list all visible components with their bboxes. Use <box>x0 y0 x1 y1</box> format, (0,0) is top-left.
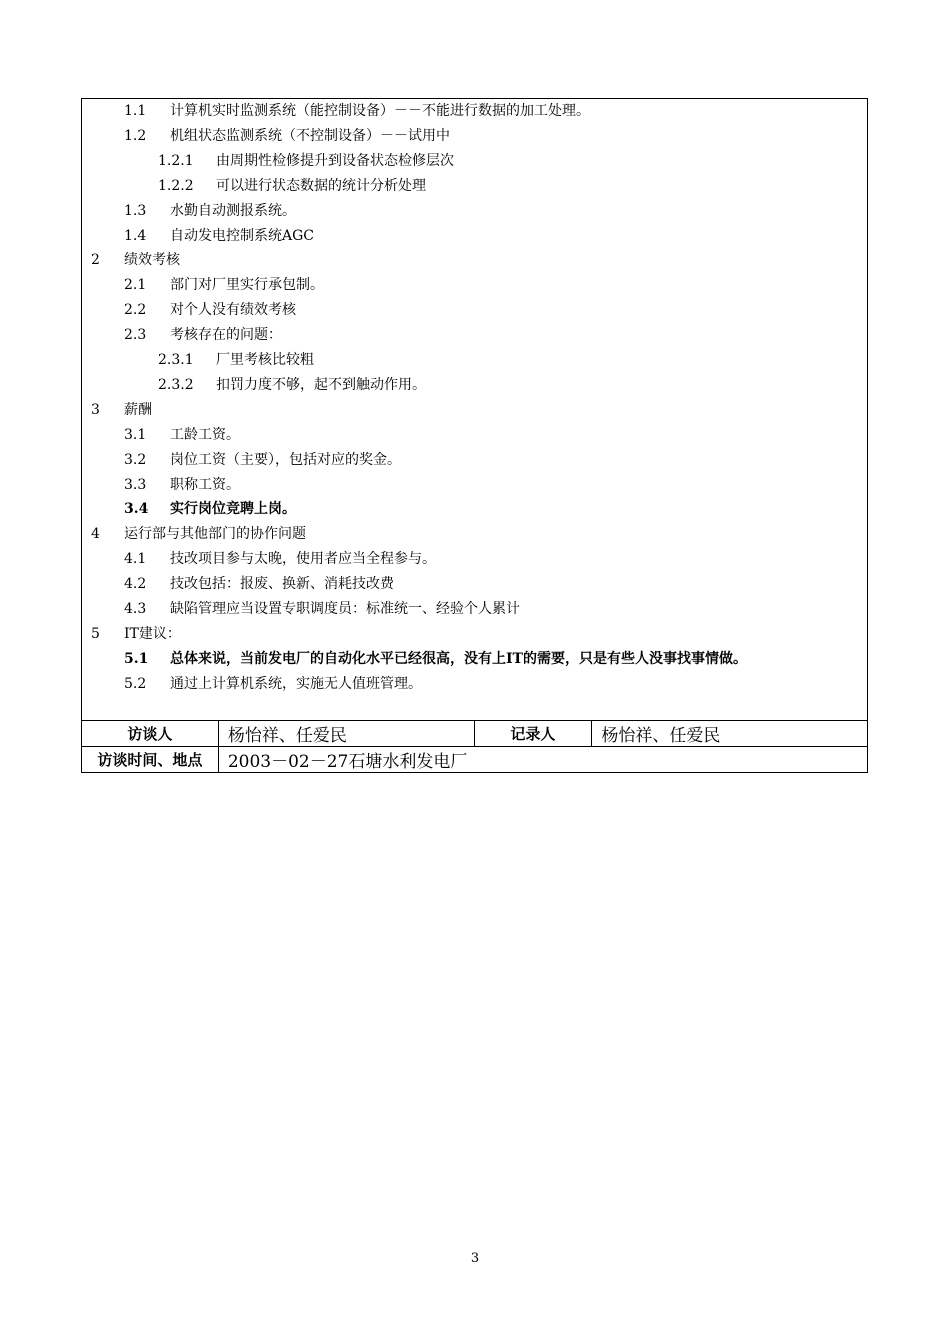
outline-item <box>91 626 181 642</box>
outline-item <box>124 601 520 617</box>
outline-item-text: 机组状态监测系统（不控制设备）－－试用中 <box>170 127 450 144</box>
outline-item <box>124 327 282 343</box>
outline-item-number: 5 <box>91 625 100 642</box>
outline-item-number: 3.1 <box>124 426 147 443</box>
outline-item-number: 5.2 <box>124 675 147 692</box>
outline-item-text: 考核存在的问题： <box>170 327 282 344</box>
outline-item <box>124 228 314 244</box>
outline-item <box>124 203 296 219</box>
interviewer-row <box>82 721 868 747</box>
outline-item-text: 实行岗位竞聘上岗。 <box>170 501 296 518</box>
outline-item-number: 1.3 <box>124 202 147 219</box>
outline-item-text: 部门对厂里实行承包制。 <box>170 277 324 294</box>
outline-item-text: 缺陷管理应当设置专职调度员：标准统一、经验个人累计 <box>170 601 520 617</box>
outline-item <box>91 402 152 418</box>
interviewer-value: 杨怡祥、任爱民 <box>218 721 474 747</box>
outline-item-text: 厂里考核比较粗 <box>216 352 314 368</box>
outline-item-number: 5.1 <box>124 650 149 667</box>
time-place-value: 2003－02－27石塘水利发电厂 <box>218 747 867 773</box>
outline-item-number: 2 <box>91 252 100 269</box>
outline-item-number: 3.3 <box>124 476 147 493</box>
outline-item-number: 2.1 <box>124 277 147 294</box>
outline-item <box>91 252 180 268</box>
outline-item <box>124 128 450 144</box>
outline-item <box>158 178 426 194</box>
outline-item-number: 1.1 <box>124 103 147 119</box>
interview-info-table <box>81 720 868 773</box>
outline-item <box>124 676 422 692</box>
outline-item-number: 1.4 <box>124 227 147 244</box>
outline-item-text: 绩效考核 <box>124 252 180 269</box>
outline-item <box>124 651 747 667</box>
outline-item-number: 3.2 <box>124 451 147 468</box>
outline-item <box>124 551 436 567</box>
time-place-label: 访谈时间、地点 <box>82 747 219 773</box>
outline-item-number: 4.1 <box>124 551 147 568</box>
outline-item <box>124 103 590 119</box>
outline-item-text: 自动发电控制系统AGC <box>170 227 315 244</box>
time-place-row <box>82 747 868 773</box>
outline-item-text: 对个人没有绩效考核 <box>170 302 296 319</box>
outline-item-number: 4 <box>91 526 100 543</box>
outline-item-text: 技改包括：报废、换新、消耗技改费 <box>170 576 394 593</box>
outline-item <box>124 277 324 293</box>
outline-item-number: 2.2 <box>124 302 147 319</box>
outline-item-number: 3 <box>91 401 100 418</box>
outline-item-number: 2.3.2 <box>158 376 194 393</box>
outline-item-number: 1.2.1 <box>158 152 194 169</box>
outline-item <box>124 576 394 592</box>
outline-item <box>124 477 240 493</box>
outline-item-text: 计算机实时监测系统（能控制设备）－－不能进行数据的加工处理。 <box>170 103 590 119</box>
outline-item <box>124 501 296 517</box>
outline-item-text: 岗位工资（主要），包括对应的奖金。 <box>170 451 401 468</box>
outline-item-text: 水勤自动测报系统。 <box>170 202 296 219</box>
outline-item-number: 1.2.2 <box>158 177 194 194</box>
outline-item-text: 由周期性检修提升到设备状态检修层次 <box>216 152 454 169</box>
outline-item <box>158 153 454 169</box>
outline-item-number: 4.3 <box>124 601 147 617</box>
outline-item-number: 3.4 <box>124 501 149 518</box>
outline-item-text: 工龄工资。 <box>170 426 240 443</box>
recorder-label: 记录人 <box>474 721 592 747</box>
outline-item-text: 技改项目参与太晚，使用者应当全程参与。 <box>170 551 436 568</box>
outline-item-text: 总体来说，当前发电厂的自动化水平已经很高，没有上IT的需要，只是有些人没事找事情做。 <box>170 650 747 667</box>
outline-item <box>124 302 296 318</box>
outline-item-number: 2.3 <box>124 327 147 344</box>
outline-item <box>124 427 240 443</box>
outline-item <box>158 352 314 368</box>
outline-item-number: 2.3.1 <box>158 352 194 368</box>
outline-item <box>91 526 306 542</box>
outline-item <box>158 377 426 393</box>
outline-item-text: 通过上计算机系统，实施无人值班管理。 <box>170 675 422 692</box>
recorder-value: 杨怡祥、任爱民 <box>592 721 868 747</box>
interviewer-label: 访谈人 <box>82 721 219 747</box>
outline-item-text: IT建议： <box>124 625 181 642</box>
outline-item-number: 1.2 <box>124 127 147 144</box>
page-number: 3 <box>470 1251 480 1266</box>
outline-item-text: 职称工资。 <box>170 476 240 493</box>
outline-item-text: 运行部与其他部门的协作问题 <box>124 526 306 543</box>
outline-item-text: 扣罚力度不够，起不到触动作用。 <box>216 376 426 393</box>
outline-item-text: 薪酬 <box>124 401 152 418</box>
outline-item-text: 可以进行状态数据的统计分析处理 <box>216 177 426 194</box>
outline-item <box>124 452 401 468</box>
outline-item-number: 4.2 <box>124 576 147 593</box>
